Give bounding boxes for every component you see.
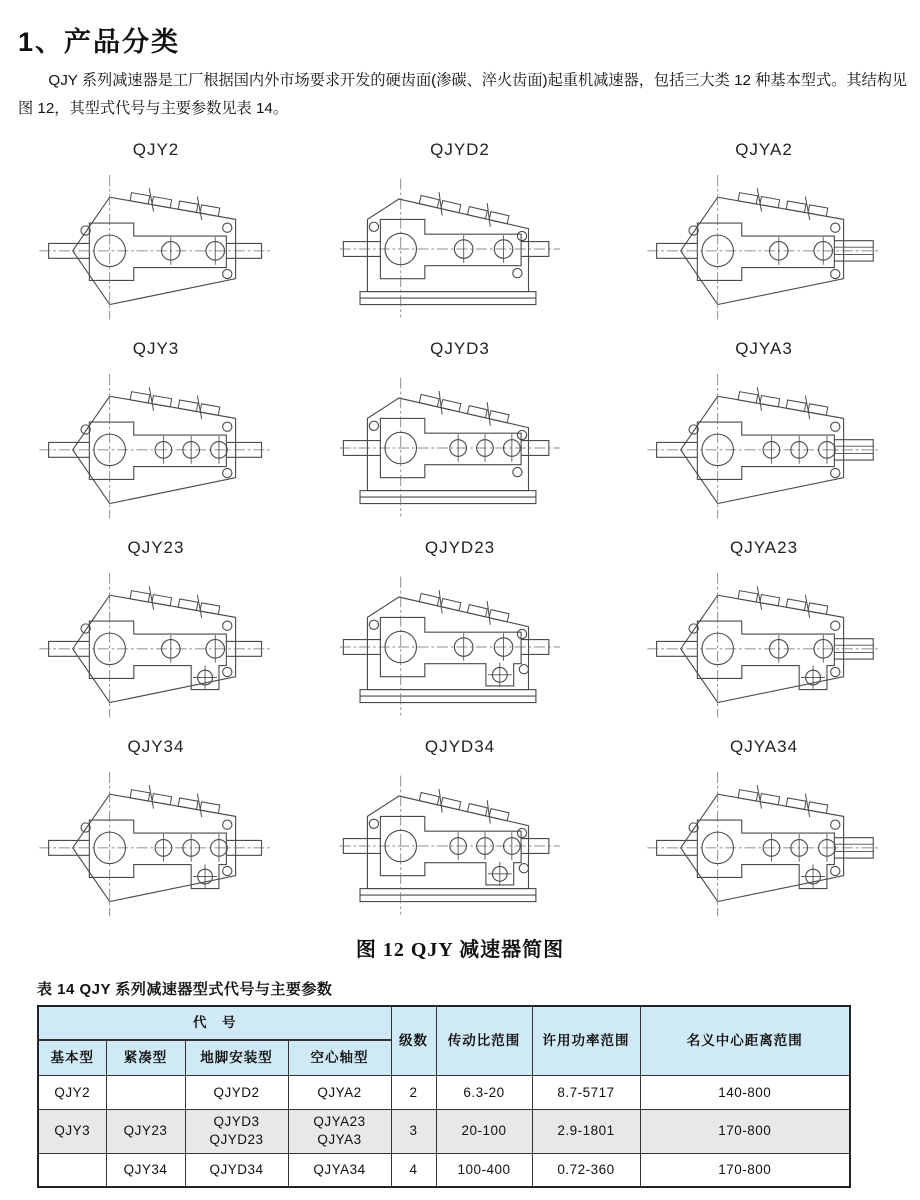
cell-foot: QJYD2 <box>185 1076 288 1110</box>
diagram-qjyd23 <box>310 535 610 722</box>
cell-stages: 3 <box>391 1110 436 1153</box>
table-caption: 表 14 QJY 系列减速器型式代号与主要参数 <box>37 981 333 999</box>
header-basic-type: 基本型 <box>38 1040 106 1076</box>
table-row <box>38 1153 850 1187</box>
diagram-qjy3 <box>6 336 306 523</box>
reducer-line-drawing <box>18 759 294 921</box>
diagram-qjya2 <box>614 137 914 324</box>
table-row <box>38 1110 850 1153</box>
header-stages: 级数 <box>391 1006 436 1076</box>
diagram-qjyd34 <box>310 734 610 921</box>
reducer-line-drawing <box>626 560 902 722</box>
cell-basic: QJY3 <box>38 1110 106 1153</box>
diagram-label: QJYA34 <box>729 737 799 757</box>
cell-stages: 4 <box>391 1153 436 1187</box>
cell-hollow: QJYA2 <box>288 1076 391 1110</box>
header-compact-type: 紧凑型 <box>106 1040 185 1076</box>
diagram-label: QJYD34 <box>424 737 496 757</box>
reducer-line-drawing <box>18 361 294 523</box>
cell-ratio: 6.3-20 <box>436 1076 532 1110</box>
header-foot-mounted-type: 地脚安装型 <box>185 1040 288 1076</box>
header-ratio-range: 传动比范围 <box>436 1006 532 1076</box>
diagram-label: QJYA2 <box>735 140 793 160</box>
cell-power: 8.7-5717 <box>532 1076 640 1110</box>
reducer-line-drawing <box>322 361 598 523</box>
reducer-line-drawing <box>322 759 598 921</box>
cell-ratio: 100-400 <box>436 1153 532 1187</box>
diagram-label: QJY34 <box>127 737 185 757</box>
diagram-qjyd3 <box>310 336 610 523</box>
cell-foot: QJYD34 <box>185 1153 288 1187</box>
reducer-line-drawing <box>626 162 902 324</box>
reducer-line-drawing <box>626 759 902 921</box>
reducer-line-drawing <box>18 162 294 324</box>
cell-compact <box>106 1076 185 1110</box>
diagram-label: QJYA3 <box>735 339 793 359</box>
page-title: 1、产品分类 <box>18 27 181 57</box>
diagram-qjyd2 <box>310 137 610 324</box>
diagram-qjy2 <box>6 137 306 324</box>
cell-power: 2.9-1801 <box>532 1110 640 1153</box>
cell-hollow: QJYA23 QJYA3 <box>288 1110 391 1153</box>
diagram-qjy23 <box>6 535 306 722</box>
cell-center: 170-800 <box>640 1153 850 1187</box>
table-row <box>38 1076 850 1110</box>
diagram-label: QJYD3 <box>430 339 490 359</box>
diagram-label: QJY3 <box>132 339 180 359</box>
reducer-line-drawing <box>322 560 598 722</box>
header-center-distance-range: 名义中心距离范围 <box>640 1006 850 1076</box>
cell-compact: QJY23 <box>106 1110 185 1153</box>
diagram-qjy34 <box>6 734 306 921</box>
cell-power: 0.72-360 <box>532 1153 640 1187</box>
header-code-group: 代 号 <box>38 1006 391 1040</box>
cell-basic: QJY2 <box>38 1076 106 1110</box>
reducer-line-drawing <box>626 361 902 523</box>
diagram-qjya3 <box>614 336 914 523</box>
diagram-label: QJYA23 <box>729 538 799 558</box>
cell-hollow: QJYA34 <box>288 1153 391 1187</box>
diagram-qjya34 <box>614 734 914 921</box>
cell-foot: QJYD3 QJYD23 <box>185 1110 288 1153</box>
diagram-label: QJY2 <box>132 140 180 160</box>
cell-center: 170-800 <box>640 1110 850 1153</box>
header-hollow-shaft-type: 空心轴型 <box>288 1040 391 1076</box>
cell-ratio: 20-100 <box>436 1110 532 1153</box>
reducer-line-drawing <box>322 162 598 324</box>
diagram-label: QJYD2 <box>430 140 490 160</box>
cell-compact: QJY34 <box>106 1153 185 1187</box>
cell-stages: 2 <box>391 1076 436 1110</box>
diagram-grid <box>6 137 914 921</box>
cell-basic <box>38 1153 106 1187</box>
diagram-label: QJY23 <box>127 538 185 558</box>
intro-paragraph: QJY 系列减速器是工厂根据国内外市场要求开发的硬齿面(渗碳、淬火齿面)起重机减速器，包括三大类 12 种基本型式。其结构见图 12，其型式代号与主要参数见表 14。 <box>18 72 908 118</box>
spec-table <box>37 1005 851 1188</box>
cell-center: 140-800 <box>640 1076 850 1110</box>
header-power-range: 许用功率范围 <box>532 1006 640 1076</box>
diagram-qjya23 <box>614 535 914 722</box>
figure-caption: 图 12 QJY 减速器简图 <box>355 939 565 962</box>
table-section <box>37 978 849 1188</box>
diagram-label: QJYD23 <box>424 538 496 558</box>
reducer-line-drawing <box>18 560 294 722</box>
